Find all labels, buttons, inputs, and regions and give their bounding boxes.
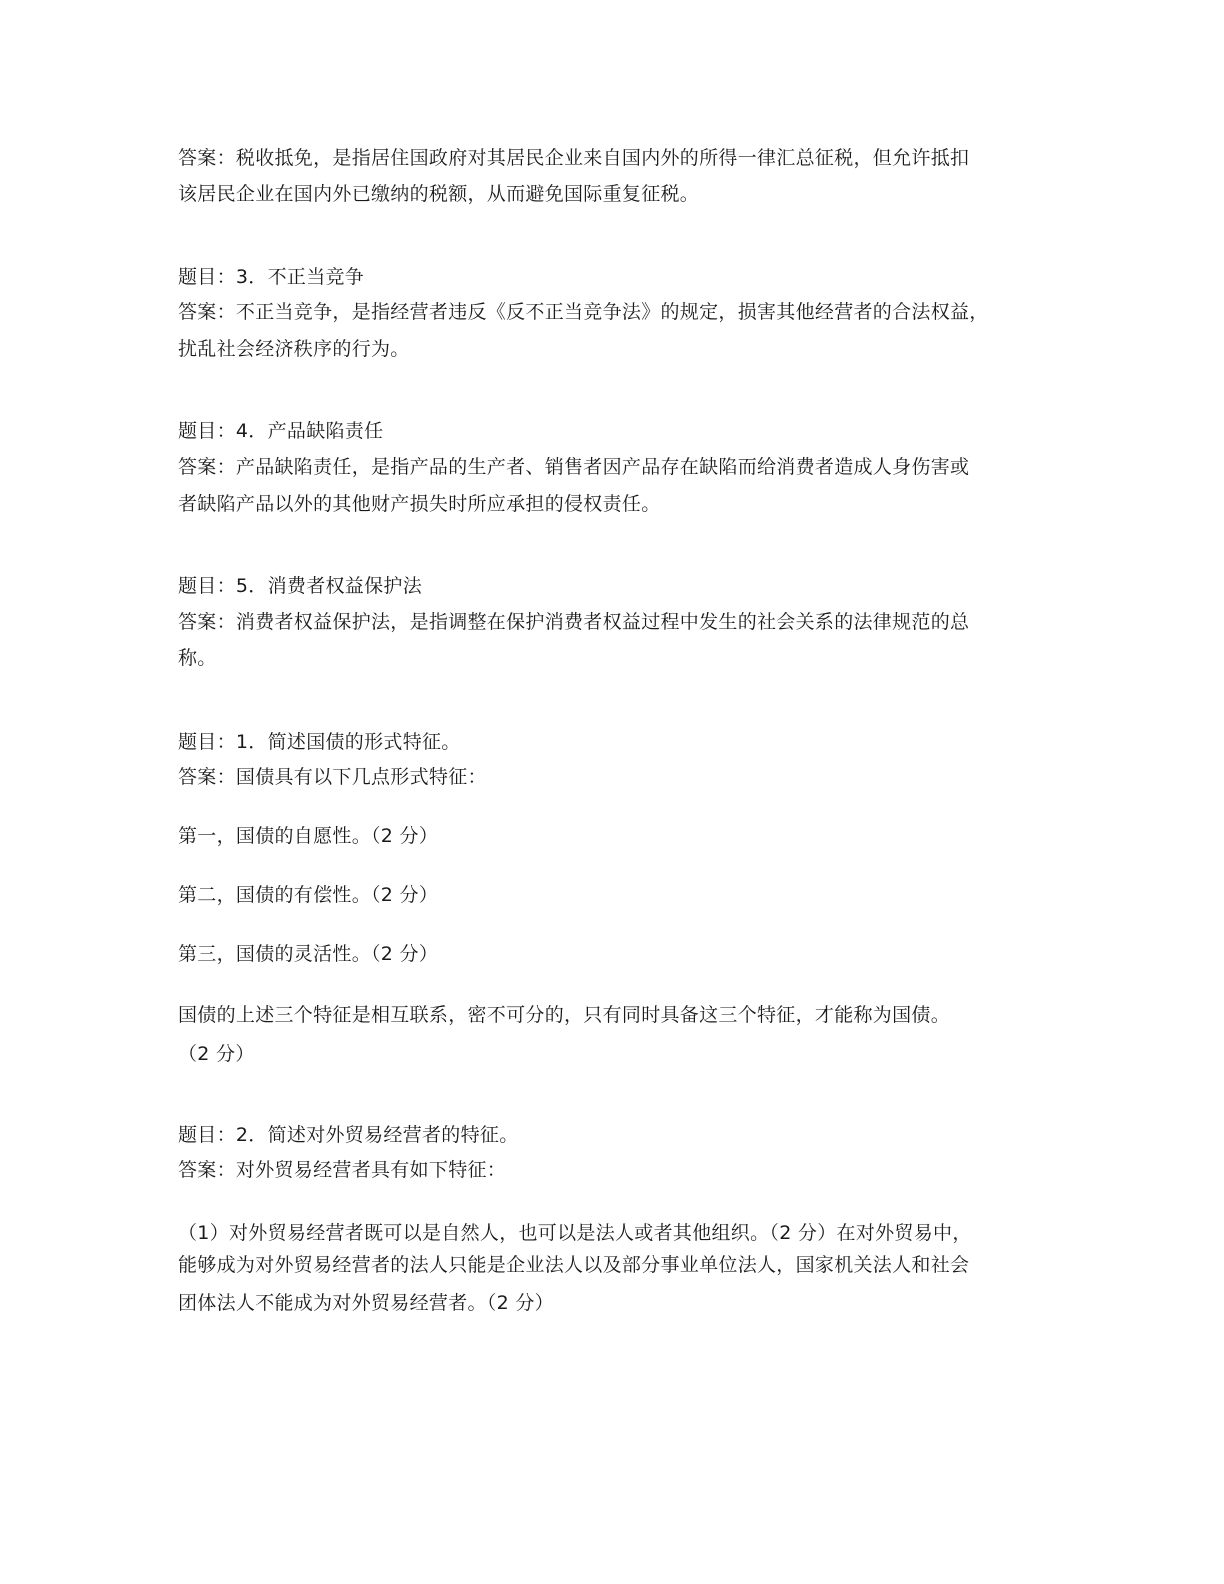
answer-text-line: 答案：不正当竞争，是指经营者违反《反不正当竞争法》的规定，损害其他经营者的合法权益， <box>178 301 989 323</box>
answer-point-line: （1）对外贸易经营者既可以是自然人，也可以是法人或者其他组织。（2 分）在对外贸易中， <box>178 1222 972 1244</box>
answer-text-line: 能够成为对外贸易经营者的法人只能是企业法人以及部分事业单位法人，国家机关法人和社会 <box>178 1254 970 1276</box>
answer-text-line: （2 分） <box>178 1043 255 1065</box>
question-heading: 题目：2．简述对外贸易经营者的特征。 <box>178 1124 519 1146</box>
answer-text-line: 国债的上述三个特征是相互联系，密不可分的，只有同时具备这三个特征，才能称为国债。 <box>178 1004 951 1026</box>
answer-point-line: 第三，国债的灵活性。（2 分） <box>178 943 439 965</box>
answer-text-line: 称。 <box>178 647 217 669</box>
answer-text-line: 该居民企业在国内外已缴纳的税额，从而避免国际重复征税。 <box>178 183 700 205</box>
answer-text-line: 答案：税收抵免，是指居住国政府对其居民企业来自国内外的所得一律汇总征税，但允许抵扣 <box>178 147 970 169</box>
answer-text-line: 答案：消费者权益保护法，是指调整在保护消费者权益过程中发生的社会关系的法律规范的总 <box>178 611 970 633</box>
answer-text-line: 扰乱社会经济秩序的行为。 <box>178 338 410 360</box>
question-heading: 题目：5．消费者权益保护法 <box>178 575 422 597</box>
answer-text-line: 答案：产品缺陷责任，是指产品的生产者、销售者因产品存在缺陷而给消费者造成人身伤害或 <box>178 456 970 478</box>
answer-point-line: 第二，国债的有偿性。（2 分） <box>178 884 439 906</box>
question-heading: 题目：4．产品缺陷责任 <box>178 420 384 442</box>
question-heading: 题目：3．不正当竞争 <box>178 266 365 288</box>
document-page <box>178 0 1058 1584</box>
answer-text-line: 团体法人不能成为对外贸易经营者。（2 分） <box>178 1292 554 1314</box>
answer-text-line: 答案：国债具有以下几点形式特征： <box>178 766 487 788</box>
answer-text-line: 答案：对外贸易经营者具有如下特征： <box>178 1159 507 1181</box>
answer-point-line: 第一，国债的自愿性。（2 分） <box>178 825 439 847</box>
answer-text-line: 者缺陷产品以外的其他财产损失时所应承担的侵权责任。 <box>178 493 661 515</box>
question-heading: 题目：1．简述国债的形式特征。 <box>178 731 461 753</box>
